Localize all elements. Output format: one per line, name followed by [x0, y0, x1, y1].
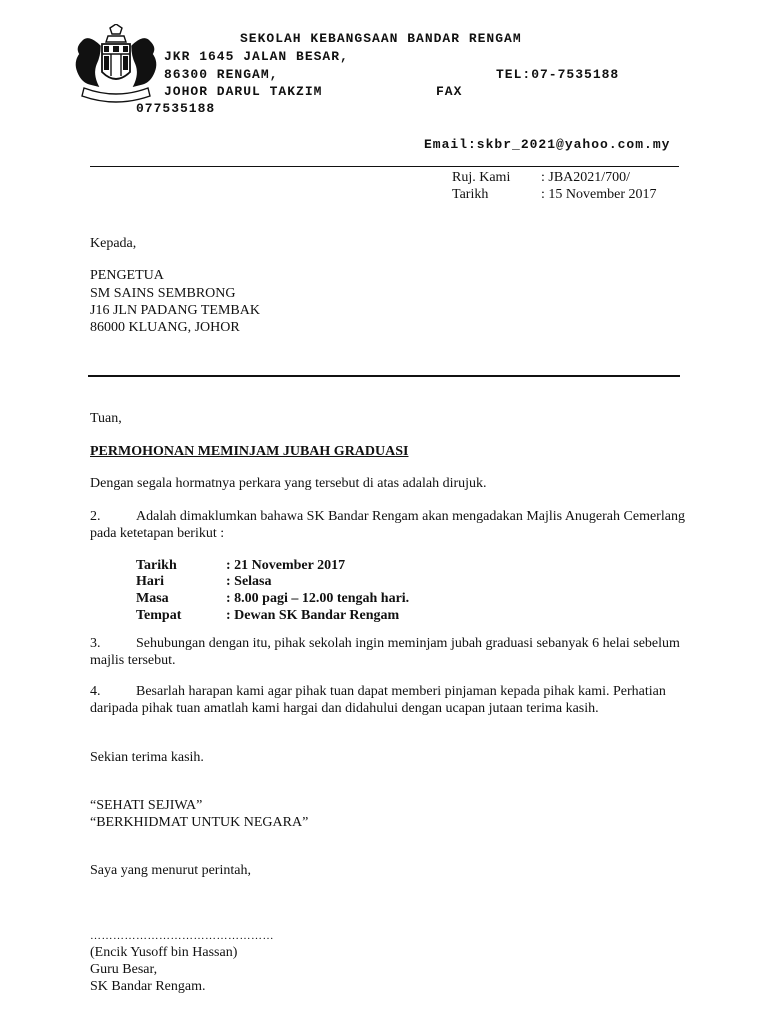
- detail-label: Tempat: [136, 608, 182, 623]
- detail-value: : Selasa: [226, 574, 272, 589]
- para-4-line-2: daripada pihak tuan amatlah kami hargai dan didahului dengan ucapan jutaan terima kasih.: [90, 701, 599, 716]
- email: Email:skbr_2021@yahoo.com.my: [424, 137, 671, 152]
- recipient-line-2: SM SAINS SEMBRONG: [90, 286, 236, 301]
- recipient-divider: [88, 375, 680, 377]
- detail-value: : 8.00 pagi – 12.00 tengah hari.: [226, 591, 410, 606]
- detail-value: : Dewan SK Bandar Rengam: [226, 608, 400, 623]
- address-line-2: 86300 RENGAM,: [164, 67, 279, 82]
- fax-label: FAX: [436, 84, 463, 99]
- signature-line: …………………………………………: [90, 930, 274, 942]
- subject: PERMOHONAN MEMINJAM JUBAH GRADUASI: [90, 444, 409, 459]
- address-line-3: JOHOR DARUL TAKZIM: [164, 84, 323, 99]
- motto-2: “BERKHIDMAT UNTUK NEGARA”: [90, 815, 309, 830]
- detail-label: Masa: [136, 591, 169, 606]
- para-2-line-2: pada ketetapan berikut :: [90, 526, 225, 541]
- para-4-number: 4.: [90, 684, 101, 699]
- signatory-school: SK Bandar Rengam.: [90, 979, 206, 994]
- closing: Sekian terima kasih.: [90, 750, 204, 765]
- para-2-line-1: Adalah dimaklumkan bahawa SK Bandar Rengam akan mengadakan Majlis Anugerah Cemerlang: [136, 509, 685, 524]
- para-3-number: 3.: [90, 636, 101, 651]
- recipient-line-3: J16 JLN PADANG TEMBAK: [90, 303, 260, 318]
- detail-value: : 21 November 2017: [226, 558, 346, 573]
- para-3-line-1: Sehubungan dengan itu, pihak sekolah ingin meminjam jubah graduasi sebanyak 6 helai sebelum: [136, 636, 680, 651]
- para-3-line-2: majlis tersebut.: [90, 653, 176, 668]
- coat-of-arms-logo: [70, 24, 162, 106]
- school-name: SEKOLAH KEBANGSAAN BANDAR RENGAM: [240, 31, 522, 46]
- tarikh-value: : 15 November 2017: [541, 187, 657, 202]
- recipient-line-1: PENGETUA: [90, 268, 164, 283]
- letterhead-divider: [90, 166, 679, 167]
- signatory-name: (Encik Yusoff bin Hassan): [90, 945, 238, 960]
- telephone: TEL:07-7535188: [496, 67, 620, 82]
- signatory-title: Guru Besar,: [90, 962, 158, 977]
- fax-number: 077535188: [136, 101, 216, 116]
- intro-paragraph: Dengan segala hormatnya perkara yang tersebut di atas adalah dirujuk.: [90, 476, 487, 491]
- ruj-label: Ruj. Kami: [452, 170, 511, 185]
- address-line-1: JKR 1645 JALAN BESAR,: [164, 49, 349, 64]
- para-4-line-1: Besarlah harapan kami agar pihak tuan dapat memberi pinjaman kepada pihak kami. Perhatian: [136, 684, 666, 699]
- salutation: Tuan,: [90, 411, 122, 426]
- detail-label: Tarikh: [136, 558, 177, 573]
- kepada: Kepada,: [90, 236, 137, 251]
- para-2-number: 2.: [90, 509, 101, 524]
- motto-1: “SEHATI SEJIWA”: [90, 798, 203, 813]
- recipient-line-4: 86000 KLUANG, JOHOR: [90, 320, 240, 335]
- sign-off: Saya yang menurut perintah,: [90, 863, 251, 878]
- ruj-value: : JBA2021/700/: [541, 170, 631, 185]
- detail-label: Hari: [136, 574, 164, 589]
- tarikh-label: Tarikh: [452, 187, 489, 202]
